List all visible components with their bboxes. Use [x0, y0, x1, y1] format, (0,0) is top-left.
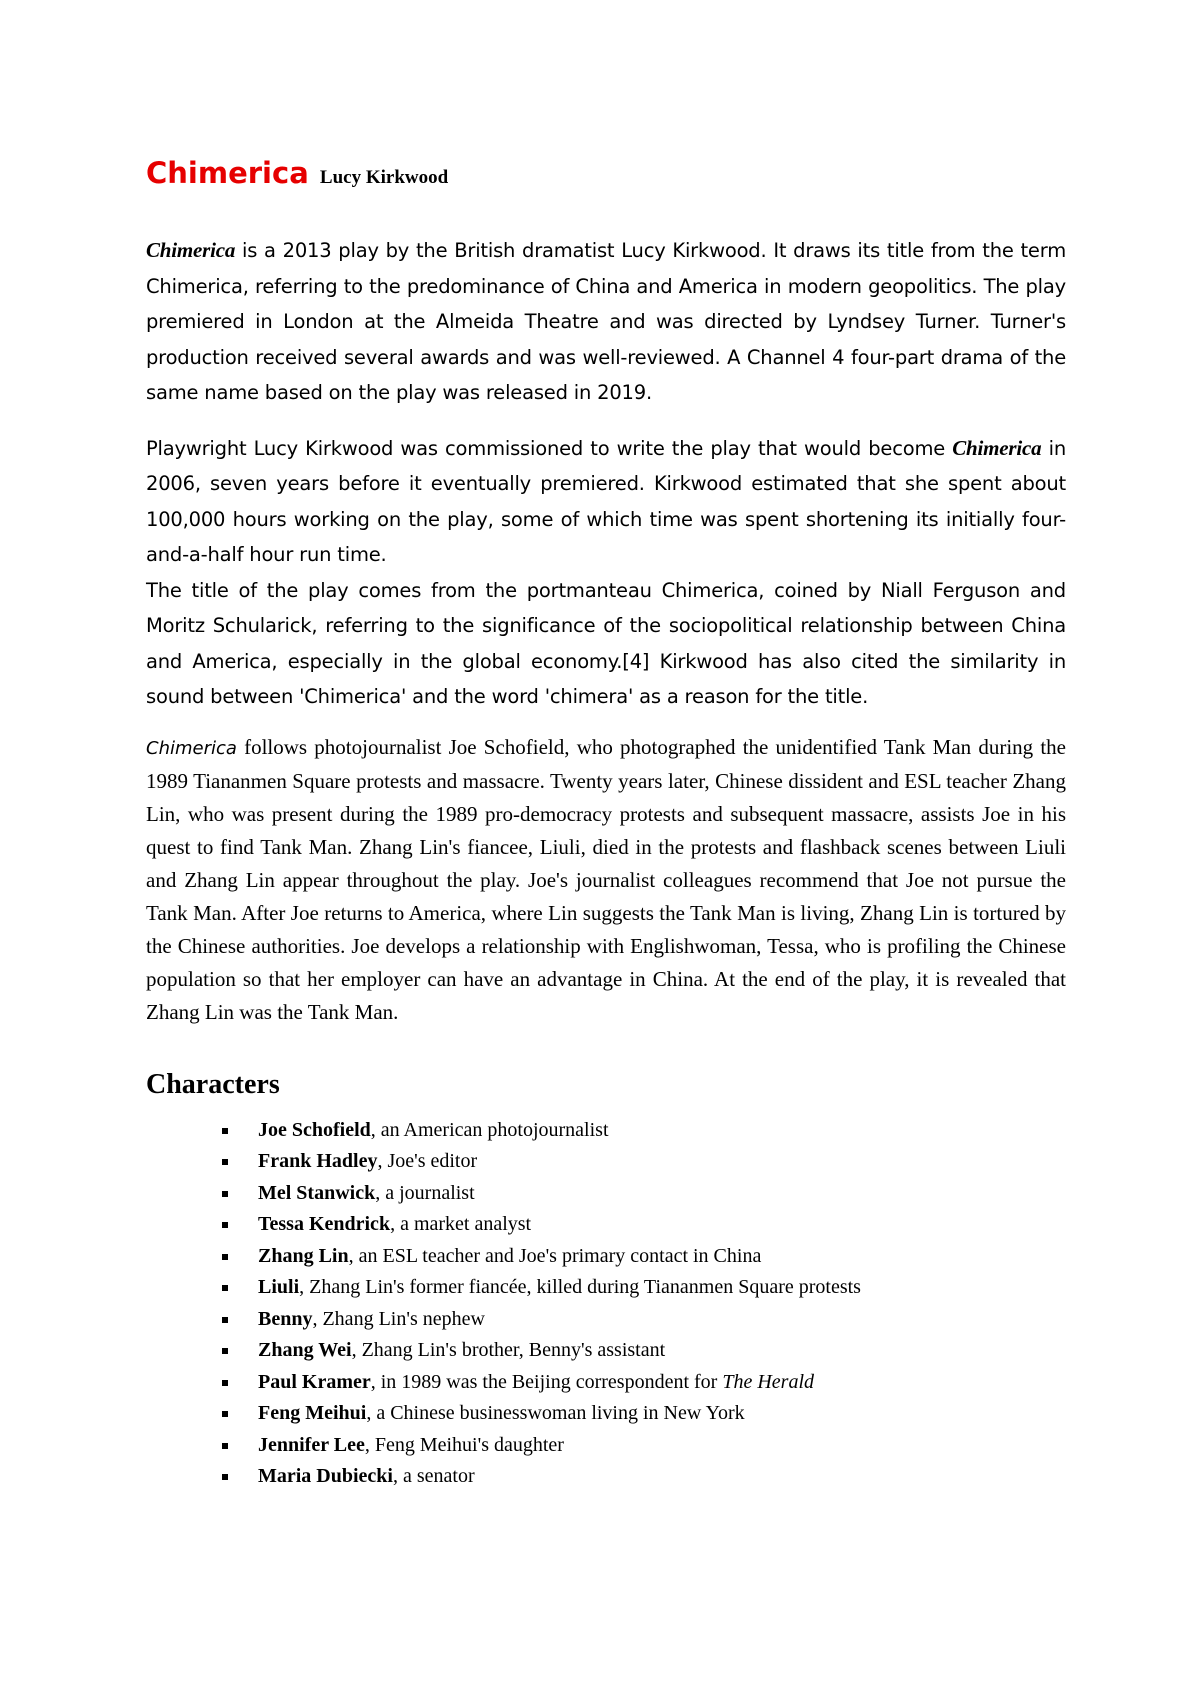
character-description: , a Chinese businesswoman living in New York: [366, 1402, 745, 1424]
character-description: , Feng Meihui's daughter: [364, 1433, 564, 1456]
paragraph-synopsis: [146, 731, 1066, 1029]
paragraph-text: in 2006, seven years before it eventually premiered. Kirkwood estimated that she spent about 100,000 hours working on the play, some of which time was spent shortening its initially four-and-a-half hour run time.: [146, 436, 1066, 566]
characters-list: [146, 1115, 1066, 1493]
character-name: Liuli: [258, 1276, 300, 1298]
paragraph-title-origin: [146, 573, 1066, 715]
character-description: , Zhang Lin's nephew: [312, 1307, 485, 1330]
document-title: Chimerica: [146, 156, 309, 190]
bullet-square-icon: [222, 1285, 228, 1291]
character-description: , an American photojournalist: [370, 1118, 609, 1141]
character-name: Frank Hadley: [258, 1150, 378, 1172]
character-name: Tessa Kendrick: [258, 1213, 391, 1235]
character-list-item: [222, 1461, 1066, 1493]
characters-heading: Characters: [146, 1068, 280, 1100]
character-list-item: [222, 1367, 1066, 1399]
character-list-item: [222, 1398, 1066, 1430]
character-name: Jennifer Lee: [258, 1433, 365, 1456]
character-list-item: [222, 1241, 1066, 1273]
character-list-item: [222, 1146, 1066, 1178]
publication-title: The Herald: [722, 1370, 815, 1393]
character-name: Maria Dubiecki: [258, 1465, 393, 1487]
character-name: Benny: [258, 1307, 313, 1330]
character-description: , a senator: [393, 1465, 475, 1487]
document-author: Lucy Kirkwood: [319, 167, 449, 188]
italic-play-title: Chimerica: [146, 238, 236, 262]
bullet-square-icon: [222, 1474, 228, 1480]
character-name: Zhang Lin: [258, 1244, 349, 1267]
character-description: , Joe's editor: [377, 1150, 478, 1172]
bullet-square-icon: [222, 1411, 228, 1417]
character-name: Mel Stanwick: [258, 1181, 376, 1204]
character-list-item: [222, 1335, 1066, 1367]
character-list-item: [222, 1272, 1066, 1304]
paragraph-intro: [146, 233, 1066, 411]
paragraph-text: follows photojournalist Joe Schofield, who photographed the unidentified Tank Man during the 1989 Tiananmen Square protests and massacre. Twenty years later, Chinese dissident and ESL teacher Zhang Lin, who was present during the 1989 pro-democracy protests and subsequent massacre, assists Joe in his quest to find Tank Man. Zhang Lin's fiancee, Liuli, died in the protests and flashback scenes between Liuli and Zhang Lin appear throughout the play. Joe's journalist colleagues recommend that Joe not pursue the Tank Man. After Joe returns to America, where Lin suggests the Tank Man is living, Zhang Lin is tortured by the Chinese authorities. Joe develops a relationship with Englishwoman, Tessa, who is profiling the Chinese population so that her employer can have an advantage in China. At the end of the play, it is revealed that Zhang Lin was the Tank Man.: [146, 734, 1066, 1024]
character-description: , an ESL teacher and Joe's primary contact in China: [348, 1244, 762, 1267]
document-header: [146, 152, 1066, 198]
character-description: , Zhang Lin's brother, Benny's assistant: [351, 1339, 666, 1361]
character-name: Joe Schofield: [258, 1118, 371, 1141]
character-list-item: [222, 1304, 1066, 1336]
bullet-square-icon: [222, 1254, 228, 1260]
bullet-square-icon: [222, 1191, 228, 1197]
bullet-square-icon: [222, 1128, 228, 1134]
character-name: Zhang Wei: [258, 1339, 352, 1361]
bullet-square-icon: [222, 1380, 228, 1386]
bullet-square-icon: [222, 1222, 228, 1228]
bullet-square-icon: [222, 1348, 228, 1354]
character-description: , a journalist: [375, 1181, 475, 1204]
document-content: [146, 152, 1066, 1493]
character-name: Paul Kramer: [258, 1370, 371, 1393]
bullet-square-icon: [222, 1317, 228, 1323]
character-description: , in 1989 was the Beijing correspondent for: [370, 1370, 723, 1393]
character-list-item: [222, 1430, 1066, 1462]
character-list-item: [222, 1115, 1066, 1147]
character-list-item: [222, 1178, 1066, 1210]
paragraph-text: The title of the play comes from the portmanteau Chimerica, coined by Niall Ferguson and Moritz Schularick, referring to the significance of the sociopolitical relationship between China and America, especially in the global economy.[4] Kirkwood has also cited the similarity in sound between 'Chimerica' and the word 'chimera' as a reason for the title.: [146, 578, 1066, 708]
paragraph-commission: [146, 431, 1066, 573]
character-description: , Zhang Lin's former fiancée, killed during Tiananmen Square protests: [299, 1276, 861, 1298]
character-name: Feng Meihui: [258, 1402, 367, 1424]
paragraph-text: Playwright Lucy Kirkwood was commissioned to write the play that would become: [146, 436, 953, 460]
character-description: , a market analyst: [390, 1213, 532, 1235]
character-list-item: [222, 1209, 1066, 1241]
italic-play-title: Chimerica: [952, 435, 1042, 460]
bullet-square-icon: [222, 1443, 228, 1449]
paragraph-text: is a 2013 play by the British dramatist Lucy Kirkwood. It draws its title from the term Chimerica, referring to the predominance of China and America in modern geopolitics. The play premiered in London at the Almeida Theatre and was directed by Lyndsey Turner. Turner's production received several awards and was well-reviewed. A Channel 4 four-part drama of the same name based on the play was released in 2019.: [146, 239, 1066, 404]
bullet-square-icon: [222, 1159, 228, 1165]
italic-play-title: Chimerica: [146, 737, 237, 759]
